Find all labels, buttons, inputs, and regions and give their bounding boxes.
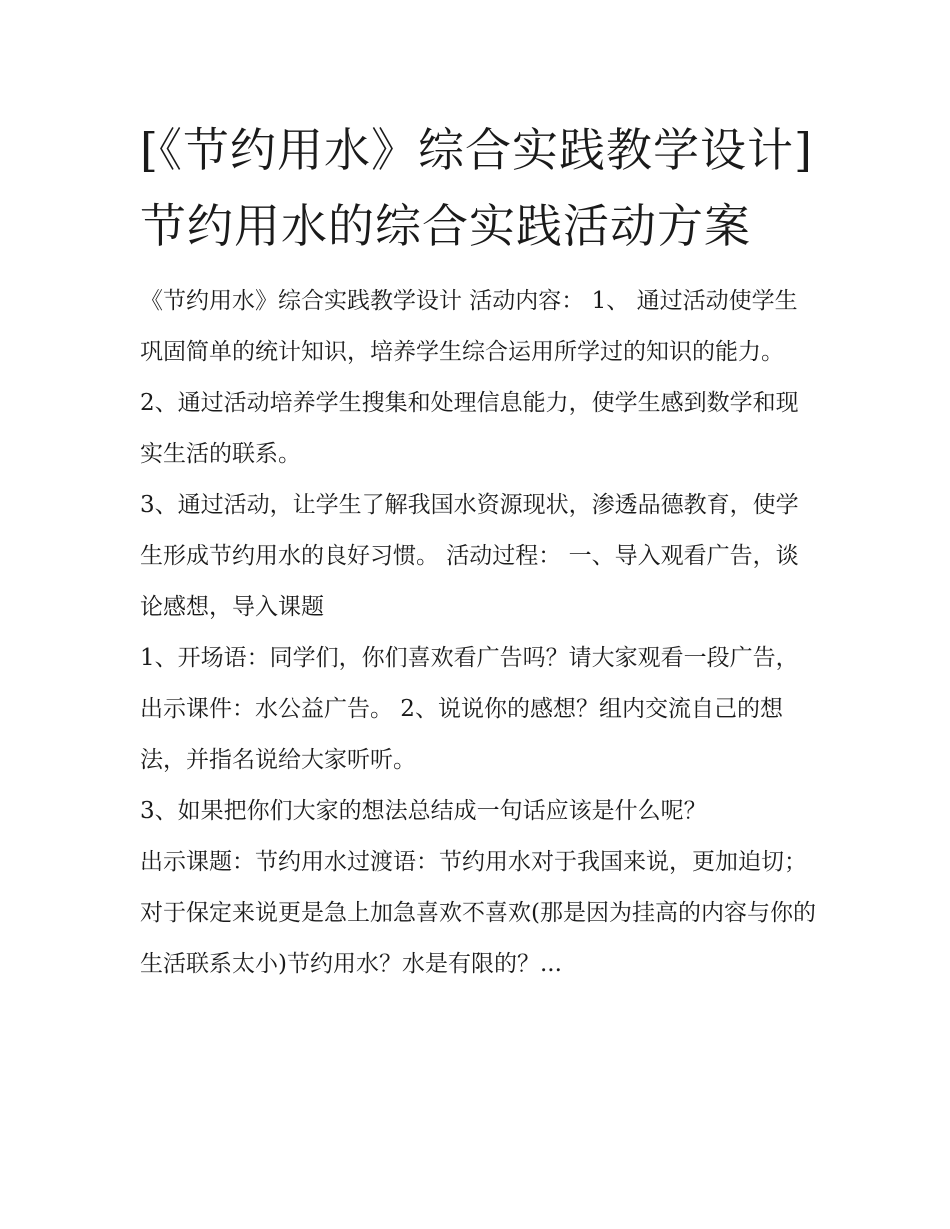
document-body bbox=[140, 276, 820, 990]
paragraph-step-1: 1、开场语：同学们，你们喜欢看广告吗？请大家观看一段广告，出示课件：水公益广告。 2、说说你的感想？组内交流自己的想法，并指名说给大家听听。 bbox=[140, 645, 799, 773]
document-page bbox=[140, 112, 820, 990]
document-title: [《节约用水》综合实践教学设计] 节约用水的综合实践活动方案 bbox=[140, 123, 813, 253]
paragraph-step-3: 3、如果把你们大家的想法总结成一句话应该是什么呢？ bbox=[140, 798, 707, 824]
paragraph-goal-2: 2、通过活动培养学生搜集和处理信息能力，使学生感到数学和现实生活的联系。 bbox=[140, 390, 799, 467]
paragraph-goal-3: 3、通过活动，让学生了解我国水资源现状，渗透品德教育，使学生形成节约用水的良好习惯。 活动过程： 一、导入观看广告，谈论感想，导入课题 bbox=[140, 492, 799, 620]
paragraph-topic: 出示课题：节约用水过渡语：节约用水对于我国来说，更加迫切；对于保定来说更是急上加急喜欢不喜欢(那是因为挂高的内容与你的生活联系太小)节约用水？水是有限的？... bbox=[140, 849, 816, 977]
paragraph-activity-content: 《节约用水》综合实践教学设计 活动内容： 1、 通过活动使学生巩固简单的统计知识，培养学生综合运用所学过的知识的能力。 bbox=[140, 288, 798, 365]
